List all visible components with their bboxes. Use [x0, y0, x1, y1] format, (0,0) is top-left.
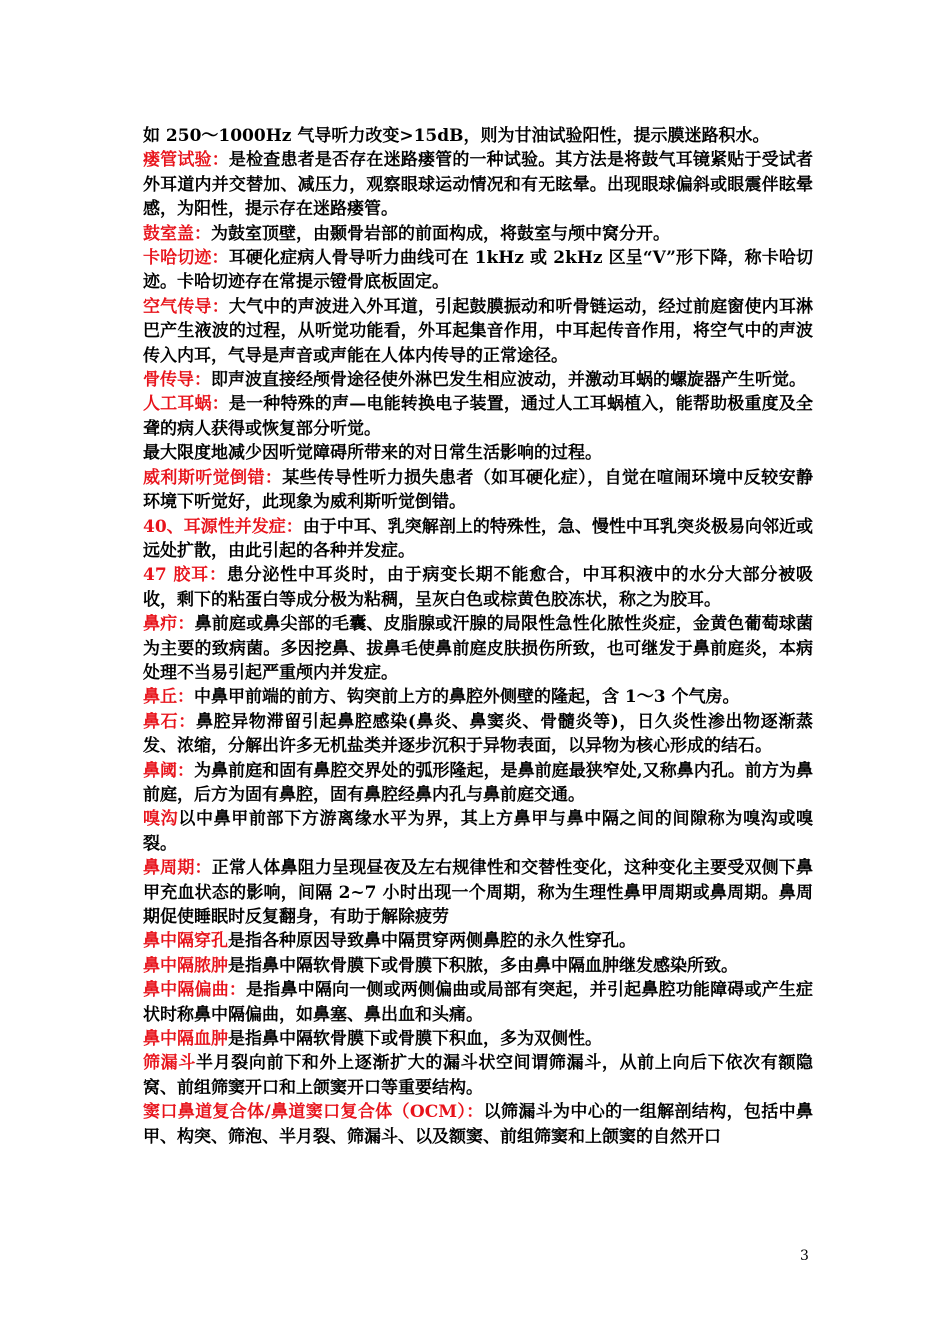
definition-text: 是指各种原因导致鼻中隔贯穿两侧鼻腔的永久性穿孔。 [228, 931, 636, 952]
term-label: 人工耳蜗： [143, 394, 229, 415]
definition-paragraph [143, 1027, 813, 1051]
definition-text: 半月裂向前下和外上逐渐扩大的漏斗状空间谓筛漏斗，从前上向后下依次有额隐窝、前组筛窦开口和上颌窦开口等重要结构。 [143, 1053, 814, 1098]
definition-text: 是指鼻中隔软骨膜下或骨膜下积脓，多由鼻中隔血肿继发感染所致。 [228, 955, 738, 976]
document-body [143, 124, 813, 1149]
definition-paragraph [143, 978, 813, 1027]
term-label: 鼻石： [143, 711, 196, 732]
definition-text: 最大限度地减少因听觉障碍所带来的对日常生活影响的过程。 [143, 443, 602, 464]
definition-paragraph [143, 856, 813, 929]
definition-paragraph [143, 807, 813, 856]
definition-text: 患分泌性中耳炎时，由于病变长期不能愈合，中耳积液中的水分大部分被吸收，剩下的粘蛋白等成分极为粘稠，呈灰白色或棕黄色胶冻状，称之为胶耳。 [143, 565, 813, 610]
definition-text: 中鼻甲前端的前方、钩突前上方的鼻腔外侧壁的隆起，含 1～3 个气房。 [194, 687, 740, 708]
definition-paragraph [143, 1100, 813, 1149]
definition-text: 鼻前庭或鼻尖部的毛囊、皮脂腺或汗腺的局限性急性化脓性炎症，金黄色葡萄球菌为主要的致病菌。多因挖鼻、拔鼻毛使鼻前庭皮肤损伤所致，也可继发于鼻前庭炎，本病处理不当易引起严重颅内并发症。 [143, 614, 814, 683]
definition-text: 是指鼻中隔向一侧或两侧偏曲或局部有突起，并引起鼻腔功能障碍或产生症状时称鼻中隔偏曲，如鼻塞、鼻出血和头痛。 [143, 980, 814, 1025]
term-label: 骨传导： [143, 370, 211, 391]
definition-paragraph [143, 124, 813, 148]
term-label: 鼻中隔脓肿 [143, 955, 228, 976]
definition-paragraph [143, 685, 813, 709]
definition-paragraph [143, 759, 813, 808]
term-label: 40、耳源性并发症： [143, 516, 303, 537]
definition-text: 以中鼻甲前部下方游离缘水平为界，其上方鼻甲与鼻中隔之间的间隙称为嗅沟或嗅裂。 [143, 809, 814, 854]
term-label: 筛漏斗 [143, 1053, 196, 1074]
definition-text: 以筛漏斗为中心的一组解剖结构，包括中鼻甲、构突、筛泡、半月裂、筛漏斗、以及额窦、前组筛窦和上颌窦的自然开口 [143, 1102, 813, 1147]
term-label: 卡哈切迹： [143, 248, 229, 269]
definition-paragraph [143, 563, 813, 612]
definition-paragraph [143, 222, 813, 246]
term-label: 窦口鼻道复合体/鼻道窦口复合体（OCM）： [143, 1102, 484, 1123]
definition-paragraph [143, 710, 813, 759]
definition-paragraph [143, 466, 813, 515]
definition-paragraph [143, 392, 813, 441]
definition-paragraph [143, 929, 813, 953]
definition-text: 是指鼻中隔软骨膜下或骨膜下积血，多为双侧性。 [228, 1029, 602, 1050]
definition-paragraph [143, 954, 813, 978]
definition-paragraph [143, 148, 813, 221]
term-label: 鼻中隔偏曲： [143, 980, 247, 1001]
term-label: 威利斯听觉倒错： [143, 467, 283, 488]
definition-text: 为鼻前庭和固有鼻腔交界处的弧形隆起，是鼻前庭最狭窄处,又称鼻内孔。前方为鼻前庭，后方为固有鼻腔，固有鼻腔经鼻内孔与鼻前庭交通。 [143, 760, 814, 805]
definition-text: 是检查患者是否存在迷路瘘管的一种试验。其方法是将鼓气耳镜紧贴于受试者外耳道内并交替加、减压力，观察眼球运动情况和有无眩晕。出现眼球偏斜或眼震伴眩晕感，为阳性，提示存在迷路瘘管。 [143, 150, 813, 220]
term-label: 鼓室盖： [143, 223, 211, 244]
definition-paragraph [143, 441, 813, 465]
definition-text: 某些传导性听力损失患者（如耳硬化症），自觉在喧闹环境中反较安静环境下听觉好，此现象为威利斯听觉倒错。 [143, 467, 814, 513]
term-label: 鼻中隔血肿 [143, 1029, 228, 1050]
term-label: 鼻丘： [143, 687, 194, 708]
definition-paragraph [143, 246, 813, 295]
term-label: 瘘管试验： [143, 150, 229, 171]
definition-text: 大气中的声波进入外耳道，引起鼓膜振动和听骨链运动，经过前庭窗使内耳淋巴产生液波的过程，从听觉功能看，外耳起集音作用，中耳起传音作用，将空气中的声波传入内耳，气导是声音或声能在人体内传导的正常途径。 [143, 296, 813, 366]
definition-paragraph [143, 1051, 813, 1100]
definition-text: 如 250～1000Hz 气导听力改变>15dB，则为甘油试验阳性，提示膜迷路积水。 [143, 126, 770, 146]
term-label: 鼻疖： [143, 614, 195, 635]
definition-text: 耳硬化症病人骨导听力曲线可在 1kHz 或 2kHz 区呈“V”形下降，称卡哈切迹。卡哈切迹存在常提示镫骨底板固定。 [143, 248, 814, 293]
term-label: 鼻周期： [143, 858, 212, 879]
definition-text: 为鼓室顶壁，由颞骨岩部的前面构成，将鼓室与颅中窝分开。 [211, 223, 670, 244]
term-label: 空气传导： [143, 296, 229, 317]
term-label: 鼻中隔穿孔 [143, 931, 228, 952]
definition-paragraph [143, 612, 813, 685]
term-label: 鼻阈： [143, 760, 195, 781]
definition-paragraph [143, 515, 813, 564]
definition-text: 是一种特殊的声—电能转换电子装置，通过人工耳蜗植入，能帮助极重度及全聋的病人获得或恢复部分听觉。 [143, 394, 813, 439]
definition-paragraph [143, 368, 813, 392]
definition-text: 正常人体鼻阻力呈现昼夜及左右规律性和交替性变化，这种变化主要受双侧下鼻甲充血状态的影响，间隔 2~7 小时出现一个周期，称为生理性鼻甲周期或鼻周期。鼻周期促使睡眠时反复翻身，有助于解除疲劳 [143, 858, 814, 927]
term-label: 47 胶耳： [143, 565, 227, 586]
page-number: 3 [800, 1248, 809, 1264]
term-label: 嗅沟 [143, 809, 179, 830]
definition-paragraph [143, 295, 813, 368]
definition-text: 由于中耳、乳突解剖上的特殊性，急、慢性中耳乳突炎极易向邻近或远处扩散，由此引起的各种并发症。 [143, 516, 813, 561]
definition-text: 鼻腔异物滞留引起鼻腔感染(鼻炎、鼻窦炎、骨髓炎等)，日久炎性渗出物逐渐蒸发、浓缩，分解出许多无机盐类并逐步沉积于异物表面，以异物为核心形成的结石。 [143, 711, 813, 757]
definition-text: 即声波直接经颅骨途径使外淋巴发生相应波动，并激动耳蜗的螺旋器产生听觉。 [211, 370, 806, 391]
